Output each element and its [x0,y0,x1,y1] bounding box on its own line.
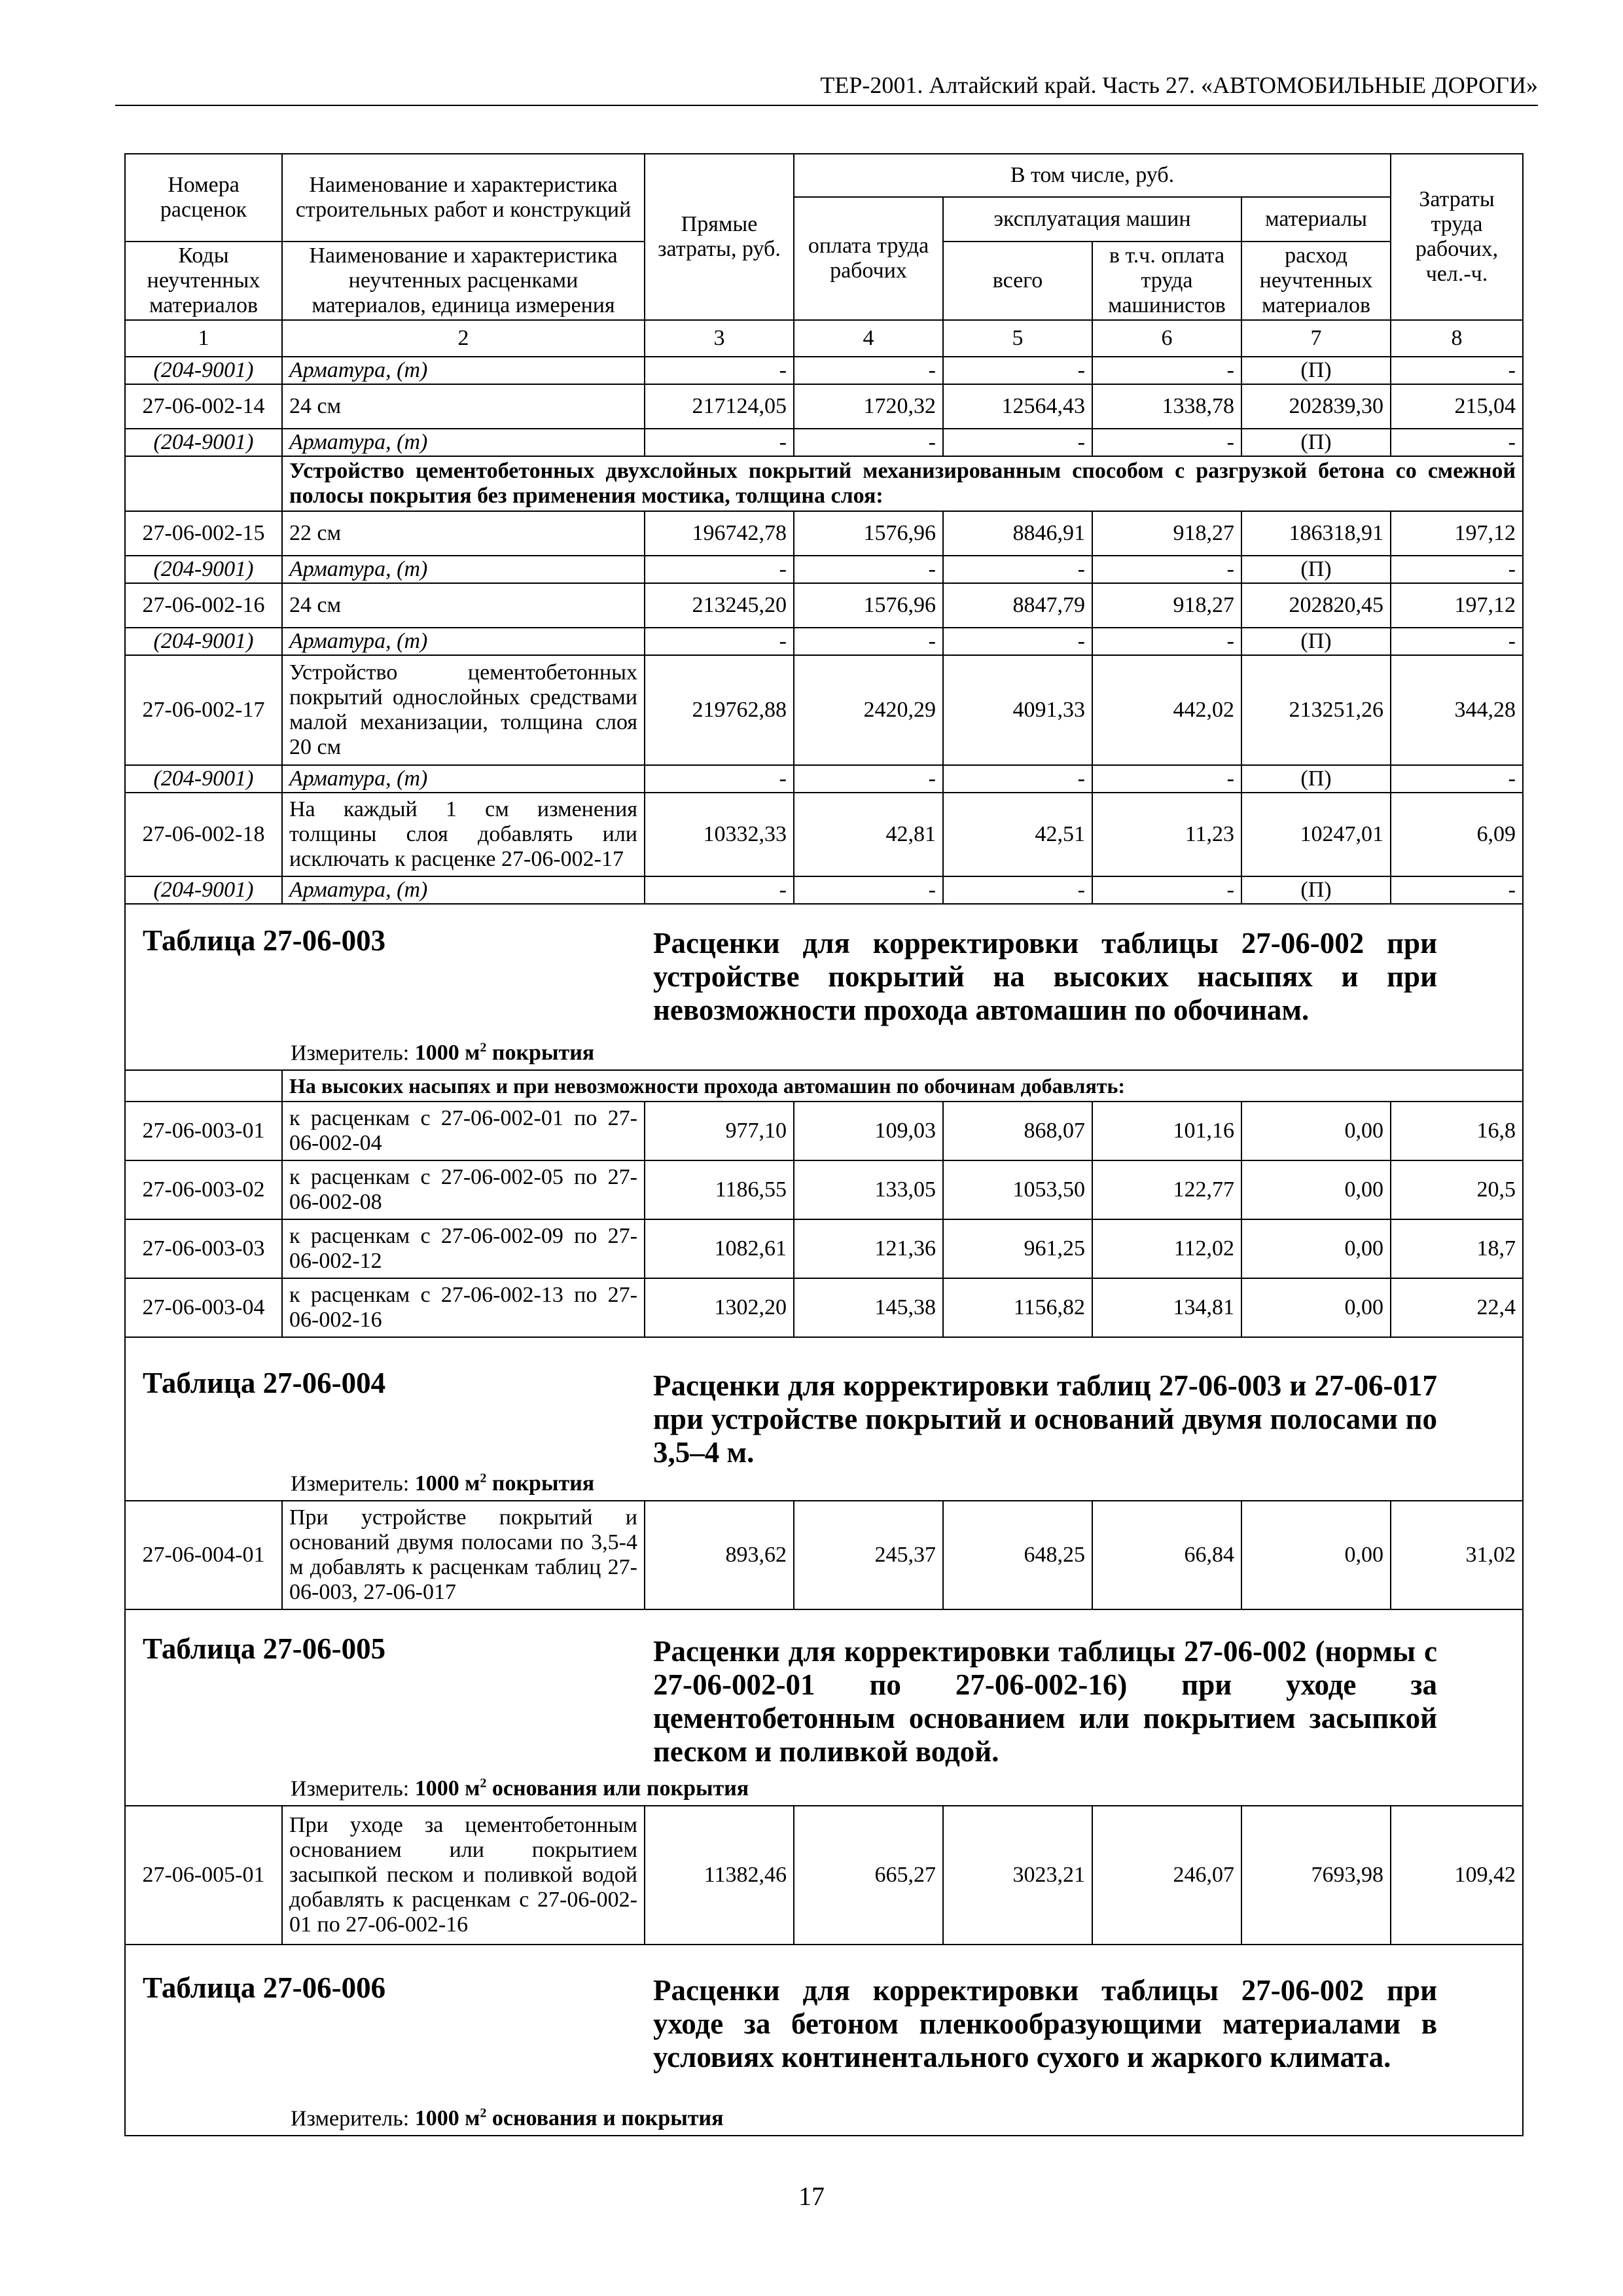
table-row: 27-06-004-01 При устройстве покрытий и оснований двумя полосами по 3,5-4 м добавлять к расценкам таблиц 27-06-003, 27-06-017 893,62 245,37 648,25 66,84 0,00 31,02 [125,1501,1523,1609]
table-row: 27-06-002-17 Устройство цементобетонных покрытий однослойных средствами малой механизации, толщина слоя 20 см 219762,88 2420,29 4091,33 442,02 213251,26 344,28 [125,655,1523,765]
measure-unit: Измеритель: 1000 $м^2$ основания и покрытия [291,2106,724,2130]
table-title: Расценки для корректировки таблицы 27-06-002 при уходе за бетоном пленкообразующими материалами в условиях континентального сухого и жаркого климата. [653,1974,1437,2073]
column-numbers-row: 1 2 3 4 5 6 7 8 [125,320,1523,357]
section-row [125,456,1523,511]
col-header-labor: Затраты труда рабочих, чел.-ч. [1391,154,1523,320]
section-heading: На высоких насыпях и при невозможности прохода автомашин по обочинам добавлять: [282,1070,1523,1102]
table-004-heading [125,1337,1523,1501]
measure-unit: Измеритель: 1000 $м^2$ покрытия [291,1040,595,1065]
col-header-group: В том числе, руб. [794,154,1391,197]
measure-unit: Измеритель: 1000 $м^2$ основания или покрытия [291,1776,749,1801]
table-row: 27-06-002-14 24 см 217124,05 1720,32 12564,43 1338,78 202839,30 215,04 [125,384,1523,429]
armature-row: (204-9001) Арматура, (т) - - - - (П) - [125,357,1523,384]
col-header-direct-costs: Прямые затраты, руб. [645,154,794,320]
armature-row: (204-9001) Арматура, (т) - - - - (П) - [125,876,1523,904]
table-003-heading [125,904,1523,1070]
col-header-material-names: Наименование и характеристика неучтенных расценками материалов, единица измерения [282,242,645,320]
table-title: Расценки для корректировки таблиц 27-06-003 и 27-06-017 при устройстве покрытий и оснований двумя полосами по 3,5–4 м. [653,1369,1437,1469]
col-header-wages: оплата труда рабочих [794,197,943,320]
col-header-materials: материалы [1241,197,1391,242]
table-row: 27-06-002-18 На каждый 1 см изменения толщины слоя добавлять или исключать к расценке 27-06-002-17 10332,33 42,81 42,51 11,23 10247,01 6,09 [125,793,1523,876]
table-number: Таблица 27-06-006 [143,1971,386,2004]
table-title: Расценки для корректировки таблицы 27-06-002 (нормы с 27-06-002-01 по 27-06-002-16) при уходе за цементобетонным основанием или покрытием засыпкой песком и поливкой водой. [653,1635,1437,1768]
table-title: Расценки для корректировки таблицы 27-06-002 при устройстве покрытий на высоких насыпях и при невозможности прохода автомашин по обочинам. [653,927,1437,1026]
measure-unit: Измеритель: 1000 $м^2$ покрытия [291,1471,595,1496]
table-number: Таблица 27-06-004 [143,1367,386,1399]
armature-row: (204-9001) Арматура, (т) - - - - (П) - [125,628,1523,655]
table-row: 27-06-003-01 к расценкам с 27-06-002-01 по 27-06-002-04 977,10 109,03 868,07 101,16 0,00 16,8 [125,1102,1523,1160]
table-row: 27-06-003-03 к расценкам с 27-06-002-09 по 27-06-002-12 1082,61 121,36 961,25 112,02 0,00 18,7 [125,1219,1523,1278]
armature-row: (204-9001) Арматура, (т) - - - - (П) - [125,765,1523,793]
armature-row: (204-9001) Арматура, (т) - - - - (П) - [125,556,1523,583]
col-header-codes: Номера расценок [125,154,282,242]
table-row: 27-06-005-01 При уходе за цементобетонным основанием или покрытием засыпкой песком и поливкой водой добавлять к расценкам с 27-06-002-01 по 27-06-002-16 11382,46 665,27 3023,21 246,07 7693,98 109,42 [125,1806,1523,1945]
col-header-material-codes: Коды неучтенных материалов [125,242,282,320]
col-header-name: Наименование и характеристика строительных работ и конструкций [282,154,645,242]
table-row: 27-06-003-02 к расценкам с 27-06-002-05 по 27-06-002-08 1186,55 133,05 1053,50 122,77 0,00 20,5 [125,1160,1523,1219]
armature-row: (204-9001) Арматура, (т) - - - - (П) - [125,429,1523,456]
price-table [124,153,1524,2136]
table-006-heading [125,1945,1523,2136]
col-header-machinist-wages: в т.ч. оплата труда машинистов [1092,242,1241,320]
col-header-material-use: расход неучтенных материалов [1241,242,1391,320]
section-heading: Устройство цементобетонных двухслойных покрытий механизированным способом с разгрузкой бетона со смежной полосы покрытия без применения мостика, толщина слоя: [282,456,1523,511]
col-header-machines-total: всего [943,242,1092,320]
table-005-heading [125,1609,1523,1806]
table-row: 27-06-002-15 22 см 196742,78 1576,96 8846,91 918,27 186318,91 197,12 [125,511,1523,556]
section-row [125,1070,1523,1102]
col-header-machines: эксплуатация машин [943,197,1241,242]
table-number: Таблица 27-06-005 [143,1632,386,1665]
table-row: 27-06-002-16 24 см 213245,20 1576,96 8847,79 918,27 202820,45 197,12 [125,583,1523,628]
page-number: 17 [798,2181,825,2211]
table-row: 27-06-003-04 к расценкам с 27-06-002-13 по 27-06-002-16 1302,20 145,38 1156,82 134,81 0,00 22,4 [125,1278,1523,1337]
table-number: Таблица 27-06-003 [143,924,386,957]
page-header: ТЕР-2001. Алтайский край. Часть 27. «АВТОМОБИЛЬНЫЕ ДОРОГИ» [115,65,1538,106]
